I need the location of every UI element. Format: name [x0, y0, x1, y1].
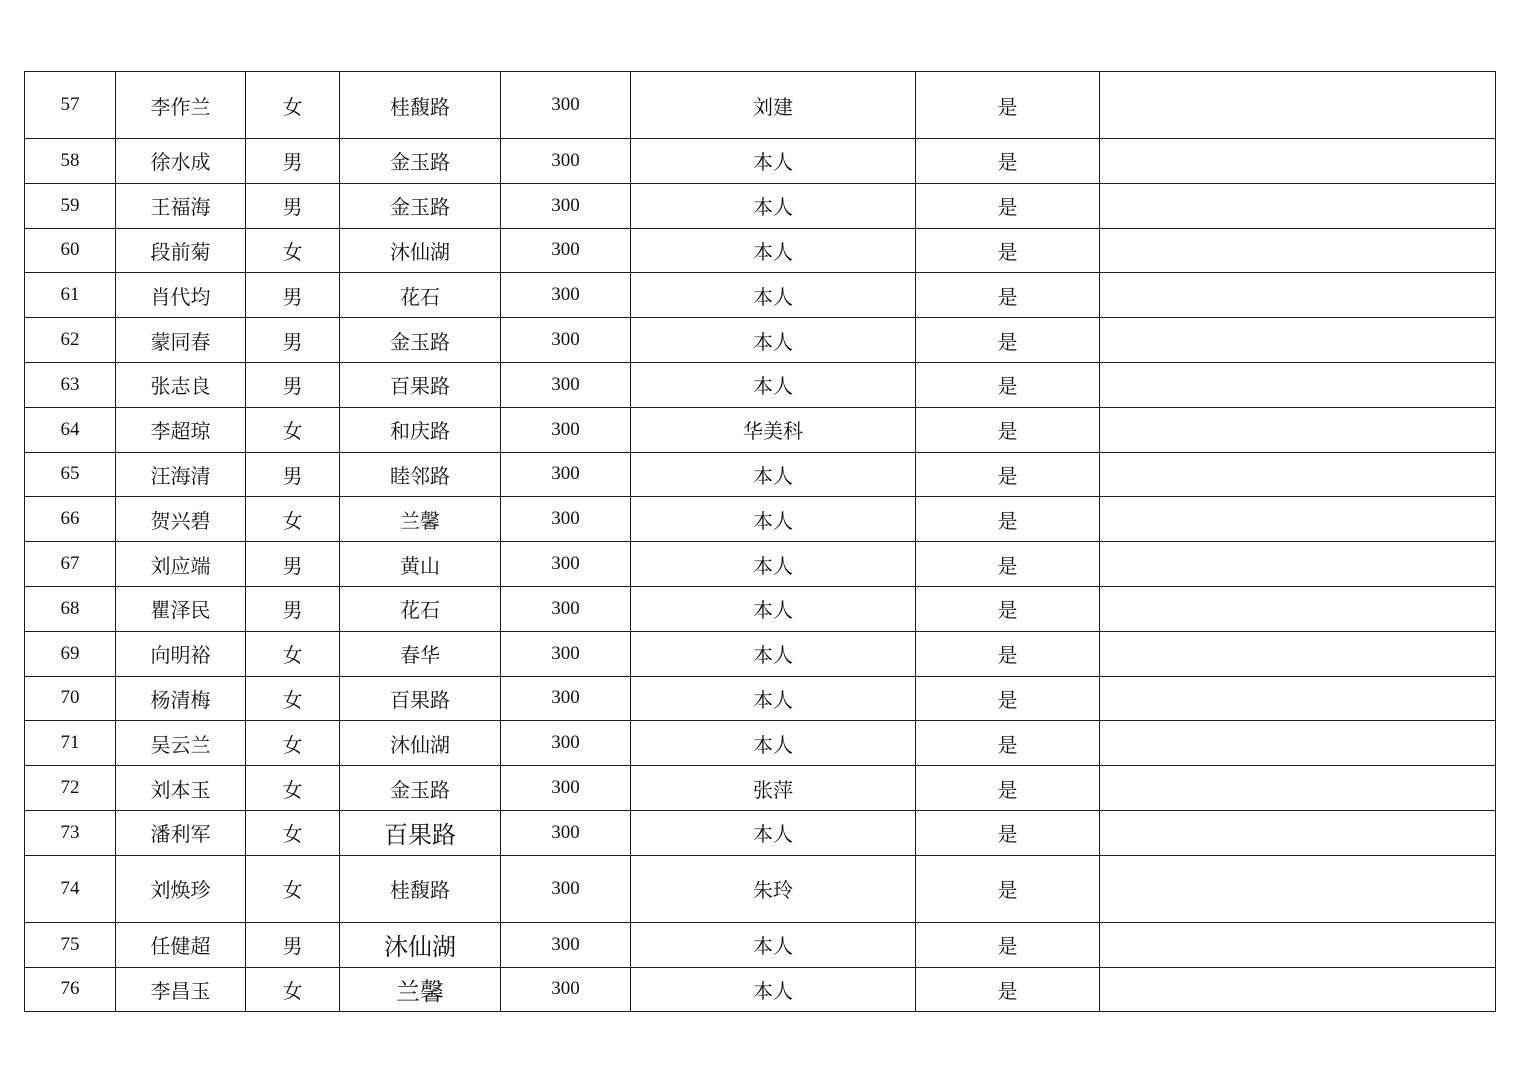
amount-cell: 300 — [501, 407, 631, 452]
confirmed-cell: 是 — [916, 542, 1100, 587]
name-cell: 任健超 — [116, 922, 246, 967]
name-cell: 吴云兰 — [116, 721, 246, 766]
table-row — [25, 967, 1496, 1012]
roster-body — [25, 72, 1496, 1012]
remark-cell — [1100, 586, 1496, 631]
row-number-cell: 58 — [25, 139, 116, 184]
confirmed-cell: 是 — [916, 631, 1100, 676]
row-number-cell: 66 — [25, 497, 116, 542]
gender-cell: 女 — [246, 228, 340, 273]
roster-table — [24, 71, 1496, 1012]
table-row — [25, 362, 1496, 407]
applicant-cell: 本人 — [631, 452, 916, 497]
row-number-cell: 73 — [25, 810, 116, 855]
amount-cell: 300 — [501, 228, 631, 273]
row-number-cell: 69 — [25, 631, 116, 676]
table-row — [25, 721, 1496, 766]
applicant-cell: 本人 — [631, 183, 916, 228]
remark-cell — [1100, 72, 1496, 139]
gender-cell: 男 — [246, 542, 340, 587]
gender-cell: 女 — [246, 407, 340, 452]
row-number-cell: 65 — [25, 452, 116, 497]
location-cell: 沐仙湖 — [340, 922, 501, 967]
remark-cell — [1100, 318, 1496, 363]
confirmed-cell: 是 — [916, 676, 1100, 721]
amount-cell: 300 — [501, 72, 631, 139]
applicant-cell: 本人 — [631, 586, 916, 631]
name-cell: 杨清梅 — [116, 676, 246, 721]
location-cell: 沐仙湖 — [340, 228, 501, 273]
gender-cell: 女 — [246, 497, 340, 542]
remark-cell — [1100, 676, 1496, 721]
confirmed-cell: 是 — [916, 497, 1100, 542]
remark-cell — [1100, 922, 1496, 967]
location-cell: 兰馨 — [340, 497, 501, 542]
row-number-cell: 72 — [25, 766, 116, 811]
amount-cell: 300 — [501, 676, 631, 721]
name-cell: 李昌玉 — [116, 967, 246, 1012]
gender-cell: 女 — [246, 721, 340, 766]
gender-cell: 女 — [246, 72, 340, 139]
applicant-cell: 本人 — [631, 967, 916, 1012]
gender-cell: 女 — [246, 631, 340, 676]
amount-cell: 300 — [501, 139, 631, 184]
gender-cell: 女 — [246, 810, 340, 855]
location-cell: 和庆路 — [340, 407, 501, 452]
confirmed-cell: 是 — [916, 967, 1100, 1012]
applicant-cell: 刘建 — [631, 72, 916, 139]
location-cell: 兰馨 — [340, 967, 501, 1012]
remark-cell — [1100, 542, 1496, 587]
applicant-cell: 张萍 — [631, 766, 916, 811]
confirmed-cell: 是 — [916, 228, 1100, 273]
name-cell: 蒙同春 — [116, 318, 246, 363]
location-cell: 金玉路 — [340, 318, 501, 363]
location-cell: 沐仙湖 — [340, 721, 501, 766]
applicant-cell: 本人 — [631, 676, 916, 721]
row-number-cell: 60 — [25, 228, 116, 273]
applicant-cell: 本人 — [631, 497, 916, 542]
row-number-cell: 62 — [25, 318, 116, 363]
applicant-cell: 本人 — [631, 228, 916, 273]
row-number-cell: 74 — [25, 855, 116, 922]
amount-cell: 300 — [501, 631, 631, 676]
confirmed-cell: 是 — [916, 452, 1100, 497]
amount-cell: 300 — [501, 183, 631, 228]
confirmed-cell: 是 — [916, 922, 1100, 967]
amount-cell: 300 — [501, 766, 631, 811]
location-cell: 桂馥路 — [340, 72, 501, 139]
applicant-cell: 本人 — [631, 922, 916, 967]
location-cell: 百果路 — [340, 810, 501, 855]
confirmed-cell: 是 — [916, 766, 1100, 811]
name-cell: 潘利军 — [116, 810, 246, 855]
applicant-cell: 本人 — [631, 631, 916, 676]
applicant-cell: 华美科 — [631, 407, 916, 452]
row-number-cell: 75 — [25, 922, 116, 967]
applicant-cell: 本人 — [631, 721, 916, 766]
name-cell: 向明裕 — [116, 631, 246, 676]
remark-cell — [1100, 362, 1496, 407]
confirmed-cell: 是 — [916, 810, 1100, 855]
gender-cell: 男 — [246, 586, 340, 631]
location-cell: 黄山 — [340, 542, 501, 587]
amount-cell: 300 — [501, 721, 631, 766]
gender-cell: 男 — [246, 139, 340, 184]
remark-cell — [1100, 855, 1496, 922]
applicant-cell: 本人 — [631, 542, 916, 587]
location-cell: 百果路 — [340, 362, 501, 407]
remark-cell — [1100, 452, 1496, 497]
location-cell: 金玉路 — [340, 183, 501, 228]
table-row — [25, 586, 1496, 631]
row-number-cell: 71 — [25, 721, 116, 766]
gender-cell: 男 — [246, 318, 340, 363]
remark-cell — [1100, 967, 1496, 1012]
name-cell: 张志良 — [116, 362, 246, 407]
remark-cell — [1100, 497, 1496, 542]
remark-cell — [1100, 407, 1496, 452]
confirmed-cell: 是 — [916, 318, 1100, 363]
row-number-cell: 70 — [25, 676, 116, 721]
row-number-cell: 59 — [25, 183, 116, 228]
name-cell: 李作兰 — [116, 72, 246, 139]
confirmed-cell: 是 — [916, 721, 1100, 766]
row-number-cell: 57 — [25, 72, 116, 139]
confirmed-cell: 是 — [916, 72, 1100, 139]
gender-cell: 男 — [246, 922, 340, 967]
name-cell: 王福海 — [116, 183, 246, 228]
table-row — [25, 766, 1496, 811]
table-row — [25, 72, 1496, 139]
amount-cell: 300 — [501, 497, 631, 542]
name-cell: 瞿泽民 — [116, 586, 246, 631]
remark-cell — [1100, 183, 1496, 228]
table-row — [25, 676, 1496, 721]
location-cell: 金玉路 — [340, 766, 501, 811]
name-cell: 段前菊 — [116, 228, 246, 273]
gender-cell: 男 — [246, 273, 340, 318]
name-cell: 刘焕珍 — [116, 855, 246, 922]
table-row — [25, 810, 1496, 855]
applicant-cell: 本人 — [631, 362, 916, 407]
amount-cell: 300 — [501, 967, 631, 1012]
gender-cell: 女 — [246, 676, 340, 721]
applicant-cell: 本人 — [631, 139, 916, 184]
remark-cell — [1100, 273, 1496, 318]
confirmed-cell: 是 — [916, 407, 1100, 452]
name-cell: 肖代均 — [116, 273, 246, 318]
table-row — [25, 407, 1496, 452]
amount-cell: 300 — [501, 922, 631, 967]
applicant-cell: 本人 — [631, 273, 916, 318]
gender-cell: 女 — [246, 855, 340, 922]
table-row — [25, 497, 1496, 542]
remark-cell — [1100, 766, 1496, 811]
table-row — [25, 228, 1496, 273]
location-cell: 百果路 — [340, 676, 501, 721]
table-row — [25, 542, 1496, 587]
table-row — [25, 318, 1496, 363]
applicant-cell: 本人 — [631, 810, 916, 855]
location-cell: 花石 — [340, 273, 501, 318]
confirmed-cell: 是 — [916, 586, 1100, 631]
row-number-cell: 67 — [25, 542, 116, 587]
table-row — [25, 183, 1496, 228]
table-row — [25, 922, 1496, 967]
amount-cell: 300 — [501, 318, 631, 363]
name-cell: 贺兴碧 — [116, 497, 246, 542]
amount-cell: 300 — [501, 542, 631, 587]
table-row — [25, 452, 1496, 497]
table-row — [25, 139, 1496, 184]
location-cell: 春华 — [340, 631, 501, 676]
remark-cell — [1100, 139, 1496, 184]
gender-cell: 女 — [246, 766, 340, 811]
row-number-cell: 64 — [25, 407, 116, 452]
remark-cell — [1100, 228, 1496, 273]
confirmed-cell: 是 — [916, 273, 1100, 318]
location-cell: 桂馥路 — [340, 855, 501, 922]
amount-cell: 300 — [501, 273, 631, 318]
name-cell: 刘本玉 — [116, 766, 246, 811]
amount-cell: 300 — [501, 855, 631, 922]
table-row — [25, 273, 1496, 318]
name-cell: 刘应端 — [116, 542, 246, 587]
location-cell: 金玉路 — [340, 139, 501, 184]
row-number-cell: 61 — [25, 273, 116, 318]
name-cell: 徐水成 — [116, 139, 246, 184]
gender-cell: 女 — [246, 967, 340, 1012]
name-cell: 汪海清 — [116, 452, 246, 497]
remark-cell — [1100, 721, 1496, 766]
row-number-cell: 63 — [25, 362, 116, 407]
gender-cell: 男 — [246, 452, 340, 497]
applicant-cell: 朱玲 — [631, 855, 916, 922]
applicant-cell: 本人 — [631, 318, 916, 363]
table-row — [25, 855, 1496, 922]
remark-cell — [1100, 810, 1496, 855]
location-cell: 花石 — [340, 586, 501, 631]
confirmed-cell: 是 — [916, 362, 1100, 407]
row-number-cell: 68 — [25, 586, 116, 631]
confirmed-cell: 是 — [916, 183, 1100, 228]
row-number-cell: 76 — [25, 967, 116, 1012]
gender-cell: 男 — [246, 183, 340, 228]
name-cell: 李超琼 — [116, 407, 246, 452]
remark-cell — [1100, 631, 1496, 676]
location-cell: 睦邻路 — [340, 452, 501, 497]
amount-cell: 300 — [501, 362, 631, 407]
gender-cell: 男 — [246, 362, 340, 407]
amount-cell: 300 — [501, 452, 631, 497]
table-row — [25, 631, 1496, 676]
confirmed-cell: 是 — [916, 139, 1100, 184]
confirmed-cell: 是 — [916, 855, 1100, 922]
amount-cell: 300 — [501, 810, 631, 855]
amount-cell: 300 — [501, 586, 631, 631]
